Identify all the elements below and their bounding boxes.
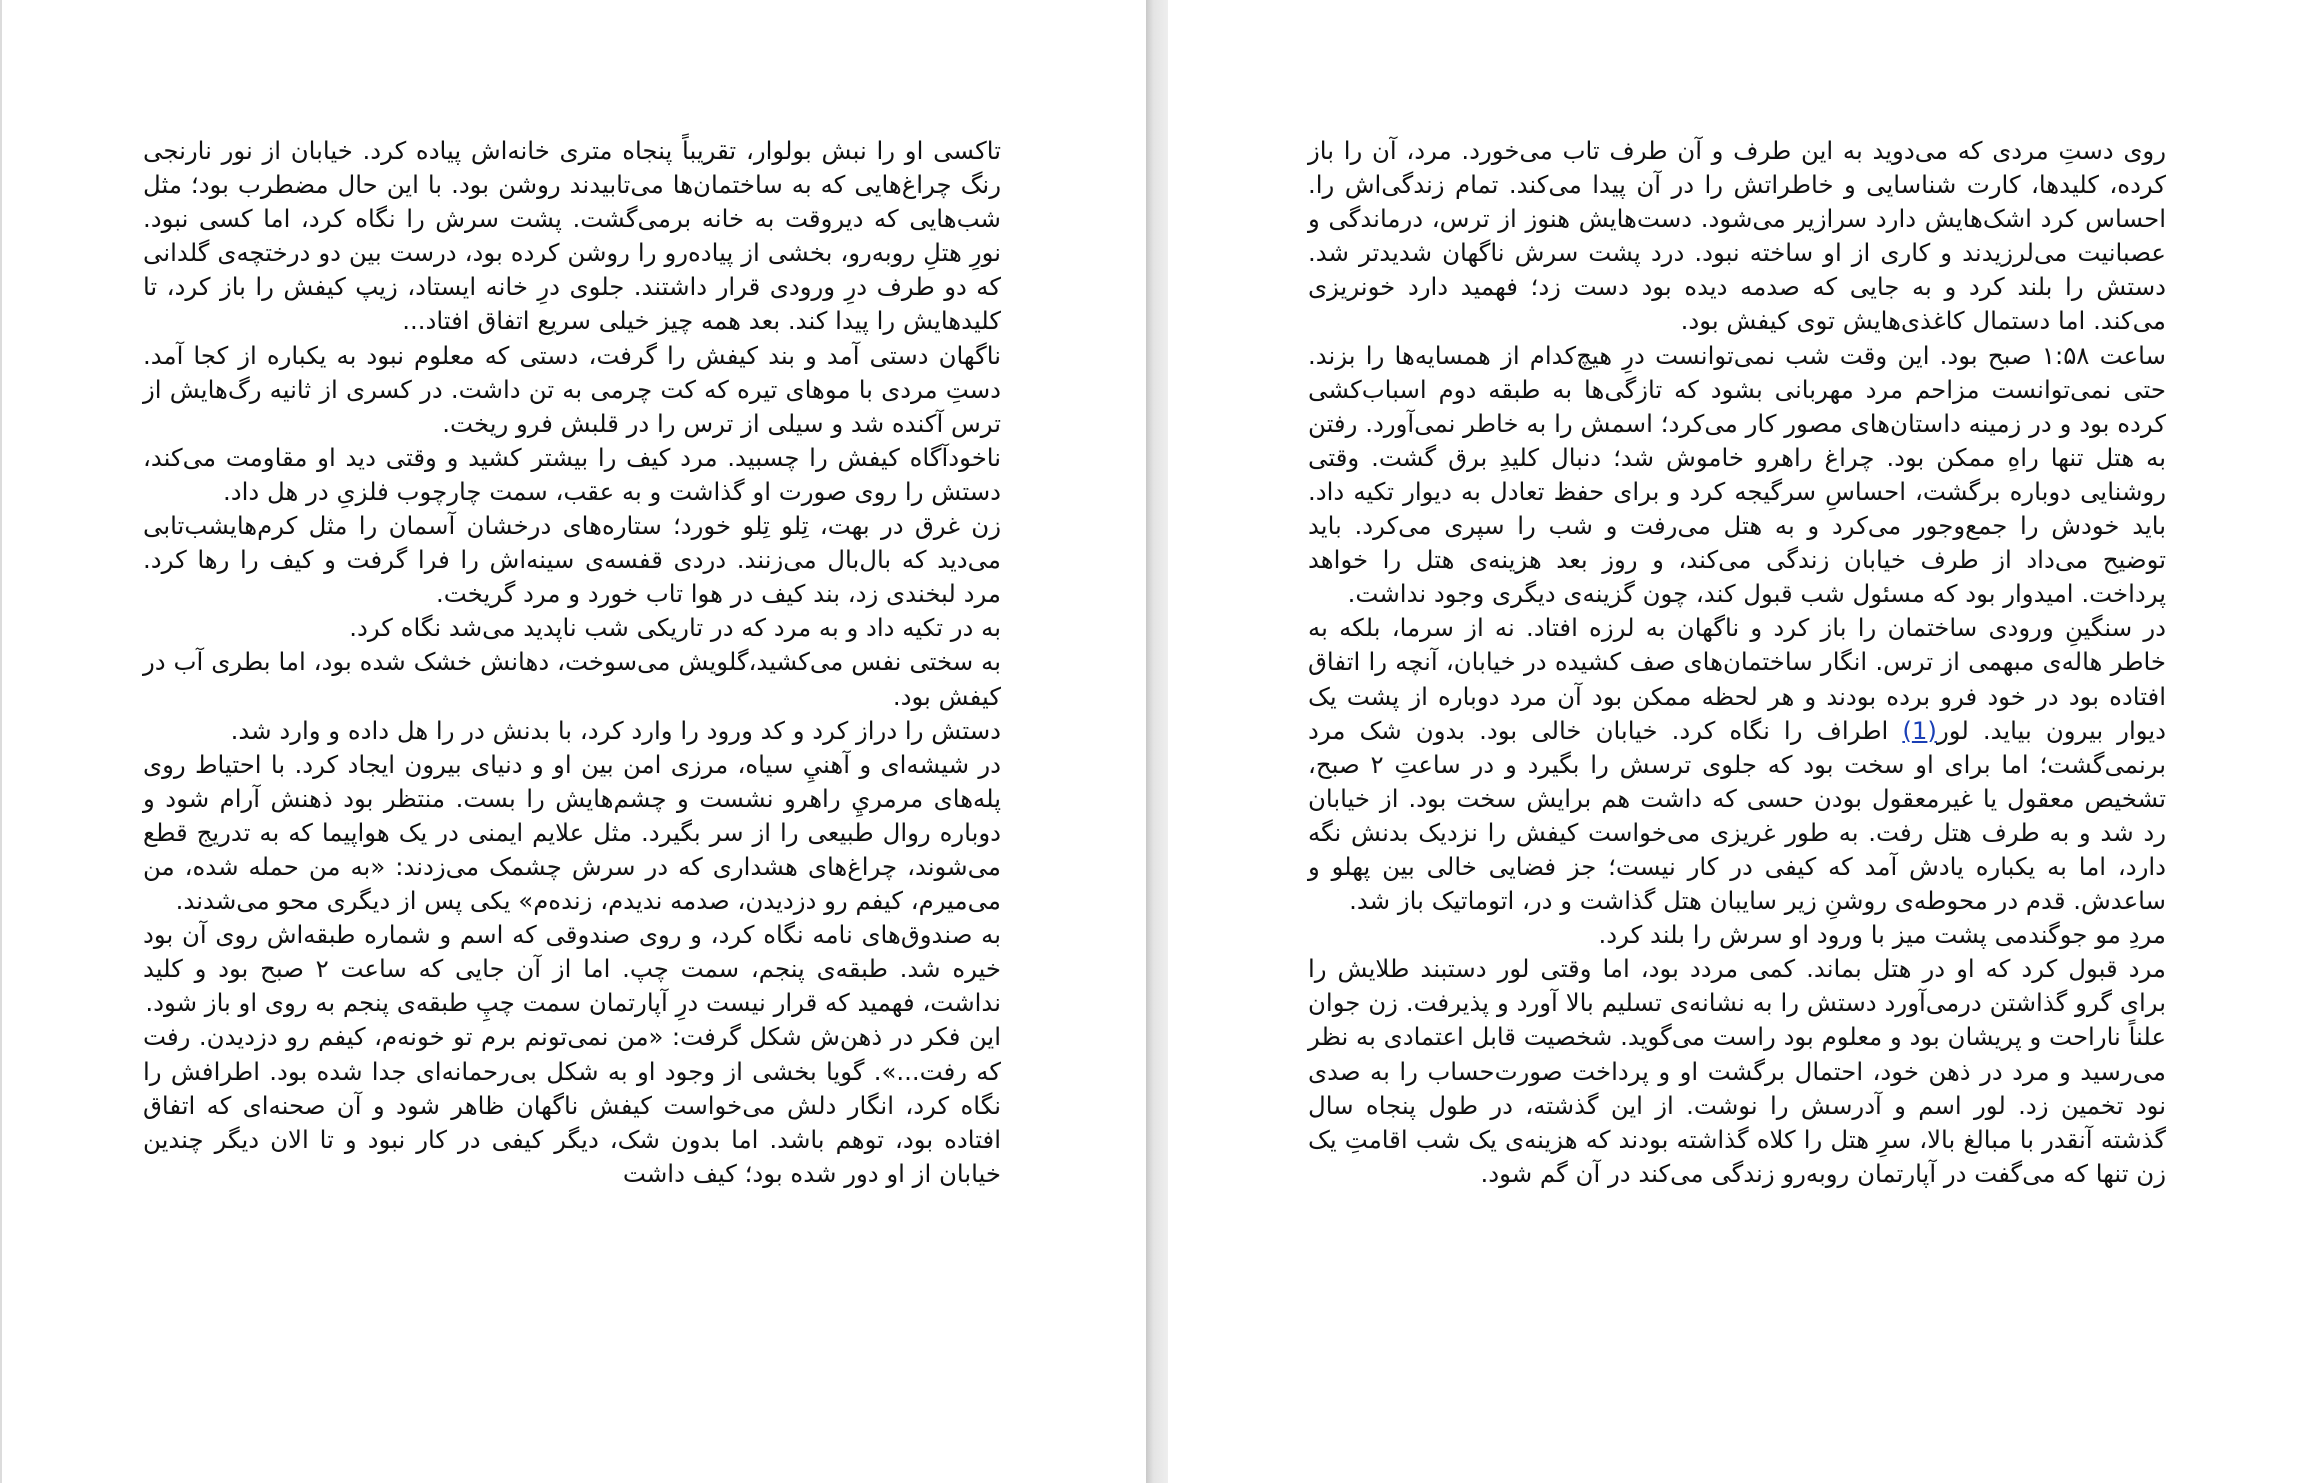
paragraph: به سختی نفس می‌کشید،گلویش می‌سوخت، دهانش خشک شده بود، اما بطری آب در کیفش بود. bbox=[143, 647, 1001, 711]
right-page bbox=[1168, 0, 2313, 1483]
paragraph: ساعت ۱:۵۸ صبح بود. این وقت شب نمی‌توانست درِ هیچ‌کدام از همسایه‌ها را بزند. حتی نمی‌توانست مزاحم مرد مهربانی بشود که تازگی‌ها به طبقه دوم اسباب‌کشی کرده بود و در زمینه داستان‌های مصور کار می‌کرد؛ اسمش را به خاطر نمی‌آورد. رفتن به هتل تنها راهِ ممکن بود. چراغ راهرو خاموش شد؛ دنبال کلیدِ برق گشت. وقتی روشنایی دوباره برگشت، احساسِ سرگیجه کرد و برای حفظ تعادل به دیوار تکیه داد. باید خودش را جمع‌وجور می‌کرد و به هتل می‌رفت و شب را سپری می‌کرد. باید توضیح می‌داد از طرف خیابان زندگی می‌کند، و روز بعد هزینه‌ی هتل را خواهد پرداخت. امیدوار بود که مسئول شب قبول کند، چون گزینه‌ی دیگری وجود نداشت. bbox=[1308, 340, 2166, 609]
left-page-text bbox=[143, 134, 1001, 1191]
paragraph: تاکسی او را نبش بولوار، تقریباً پنجاه متری خانه‌اش پیاده کرد. خیابان از نور نارنجی رنگ چراغ‌هایی که به ساختمان‌ها می‌تابیدند روشن بود. با این حال مضطرب بود؛ مثل شب‌هایی که دیروقت به خانه برمی‌گشت. پشت سرش را نگاه کرد، اما کسی نبود. نورِ هتلِ روبه‌رو، بخشی از پیاده‌رو را روشن کرده بود، درست بین دو درختچه‌ی گلدانی که دو طرف درِ ورودی قرار داشتند. جلوی درِ خانه ایستاد، زیپ کیفش را باز کرد، تا کلیدهایش را پیدا کند. بعد همه چیز خیلی سریع اتفاق افتاد... bbox=[143, 136, 1001, 336]
paragraph-text: اطراف را نگاه کرد. خیابان خالی بود. بدون شک مرد برنمی‌گشت؛ اما برای او سخت بود که جلوی ترسش را بگیرد و در ساعتِ ۲ صبح، تشخیص معقول یا غیرمعقول بودن حسی که داشت هم برایش سخت بود. از خیابان رد شد و به طرف هتل رفت. به طور غریزی می‌خواست کیفش را نزدیک بدنش نگه دارد، اما به یکباره یادش آمد که کیفی در کار نیست؛ جز فضایی خالی بین پهلو و ساعدش. قدم در محوطه‌ی روشنِ زیر سایبان هتل گذاشت و در، اتوماتیک باز شد. bbox=[1308, 715, 2166, 916]
paragraph: به در تکیه داد و به مرد که در تاریکی شب ناپدید می‌شد نگاه کرد. bbox=[349, 613, 1001, 643]
paragraph: روی دستِ مردی که می‌دوید به این طرف و آن طرف تاب می‌خورد. مرد، آن را باز کرده، کلیدها، کارت شناسایی و خاطراتش را در آن پیدا می‌کند. تمام زندگی‌اش را. احساس کرد اشک‌هایش دارد سرازیر می‌شود. دست‌هایش هنوز از ترس، درماندگی و عصبانیت می‌لرزیدند و کاری از او ساخته نبود. درد پشت سرش ناگهان شدیدتر شد. دستش را بلند کرد و به جایی که صدمه دیده بود دست زد؛ فهمید دارد خونریزی می‌کند. اما دستمال کاغذی‌هایش توی کیفش بود. bbox=[1308, 136, 2166, 336]
paragraph: این فکر در ذهن‌ش شکل گرفت: «من نمی‌تونم برم تو خونه‌م، کیفم رو دزدیدن. رفت که رفت...». گویا بخشی از وجود او به شکل بی‌رحمانه‌ای جدا شده بود. اطرافش را نگاه کرد، انگار دلش می‌خواست کیفش ناگهان ظاهر شود و آن صحنه‌ای که اتفاق افتاده بود، توهم باشد. اما بدون شک، دیگر کیفی در کار نبود و تا الان دیگر چندین خیابان از او دور شده بود؛ کیف داشت bbox=[143, 1022, 1001, 1188]
left-page bbox=[2, 0, 1146, 1483]
paragraph: مردِ مو جوگندمی پشت میز با ورود او سرش را بلند کرد. bbox=[1598, 920, 2166, 950]
footnote-link[interactable]: (1) bbox=[1902, 715, 1937, 745]
page-spine-divider bbox=[1146, 0, 1168, 1483]
paragraph: ناگهان دستی آمد و بند کیفش را گرفت، دستی که معلوم نبود به یکباره از کجا آمد. دستِ مردی با موهای تیره که کت چرمی به تن داشت. در کسری از ثانیه رگ‌هایش از ترس آکنده شد و سیلی از ترس را در قلبش فرو ریخت. bbox=[143, 340, 1001, 438]
paragraph: در شیشه‌ای و آهنيِ سیاه، مرزی امن بین او و دنیای بیرون ایجاد کرد. با احتیاط روی پله‌های مرمريِ راهرو نشست و چشم‌هایش را بست. منتظر بود ذهنش آرام شود و دوباره روال طبیعی را از سر بگیرد. مثل علایم ایمنی در یک هواپیما که به تدریج قطع می‌شوند، چراغ‌های هشداری که در سرش چشمک می‌زدند: «به من حمله شده، من می‌میرم، کیفم رو دزدیدن، صدمه ندیدم، زنده‌م» یکی پس از دیگری محو می‌شدند. bbox=[143, 749, 1001, 916]
right-page-text bbox=[1308, 134, 2166, 1191]
paragraph: ناخودآگاه کیفش را چسبید. مرد کیف را بیشتر کشید و وقتی دید او مقاومت می‌کند، دستش را روی صورت او گذاشت و به عقب، سمت چارچوب فلزیِ در هل داد. bbox=[143, 442, 1001, 506]
paragraph: مرد قبول کرد که او در هتل بماند. کمی مردد بود، اما وقتی لور دستبند طلایش را برای گرو گذاشتن درمی‌آورد دستش را به نشانه‌ی تسلیم بالا آورد و پذیرفت. زن جوان علناً ناراحت و پریشان بود و معلوم بود راست می‌گوید. شخصیت قابل اعتمادی به نظر می‌رسید و مرد در ذهن خود، احتمال برگشت او و پرداخت صورت‌حساب را به صدی نود تخمین زد. لور اسم و آدرسش را نوشت. از این گذشته، در طول پنجاه سال گذشته آنقدر با مبالغ بالا، سرِ هتل را کلاه گذاشته بودند که هزینه‌ی یک شب اقامتِ یک زن تنها که می‌گفت در آپارتمان روبه‌رو زندگی می‌کند در آن گم شود. bbox=[1308, 954, 2166, 1188]
paragraph bbox=[1308, 611, 2166, 918]
paragraph: زن غرق در بهت، تِلو تِلو خورد؛ ستاره‌های درخشان آسمان را مثل کرم‌هایشب‌تابی می‌دید که بال‌بال می‌زنند. دردی قفسه‌ی سینه‌اش را فرا گرفت و کیف را رها کرد. مرد لبخندی زد، بند کیف در هوا تاب خورد و مرد گریخت. bbox=[143, 511, 1001, 609]
paragraph-text: در سنگینِ ورودی ساختمان را باز کرد و ناگهان به لرزه افتاد. نه از سرما، بلکه به خاطر هاله‌ی مبهمی از ترس. انگار ساختمان‌های صف کشیده در خیابان، آنچه را اتفاق افتاده بود در خود فرو برده بودند و هر لحظه ممکن بود آن مرد دوباره از پشت یک دیوار بیرون بیاید. لور bbox=[1308, 613, 2166, 745]
paragraph: به صندوق‌های نامه نگاه کرد، و روی صندوقی که اسم و شماره طبقه‌اش روی آن بود خیره شد. طبقه‌ی پنجم، سمت چپ. اما از آن جایی که ساعت ۲ صبح بود و کلید نداشت، فهمید که قرار نیست درِ آپارتمان سمت چپِ طبقه‌ی پنجم به روی او باز شود. bbox=[143, 920, 1001, 1018]
paragraph: دستش را دراز کرد و کد ورود را وارد کرد، با بدنش در را هل داده و وارد شد. bbox=[230, 715, 1001, 745]
